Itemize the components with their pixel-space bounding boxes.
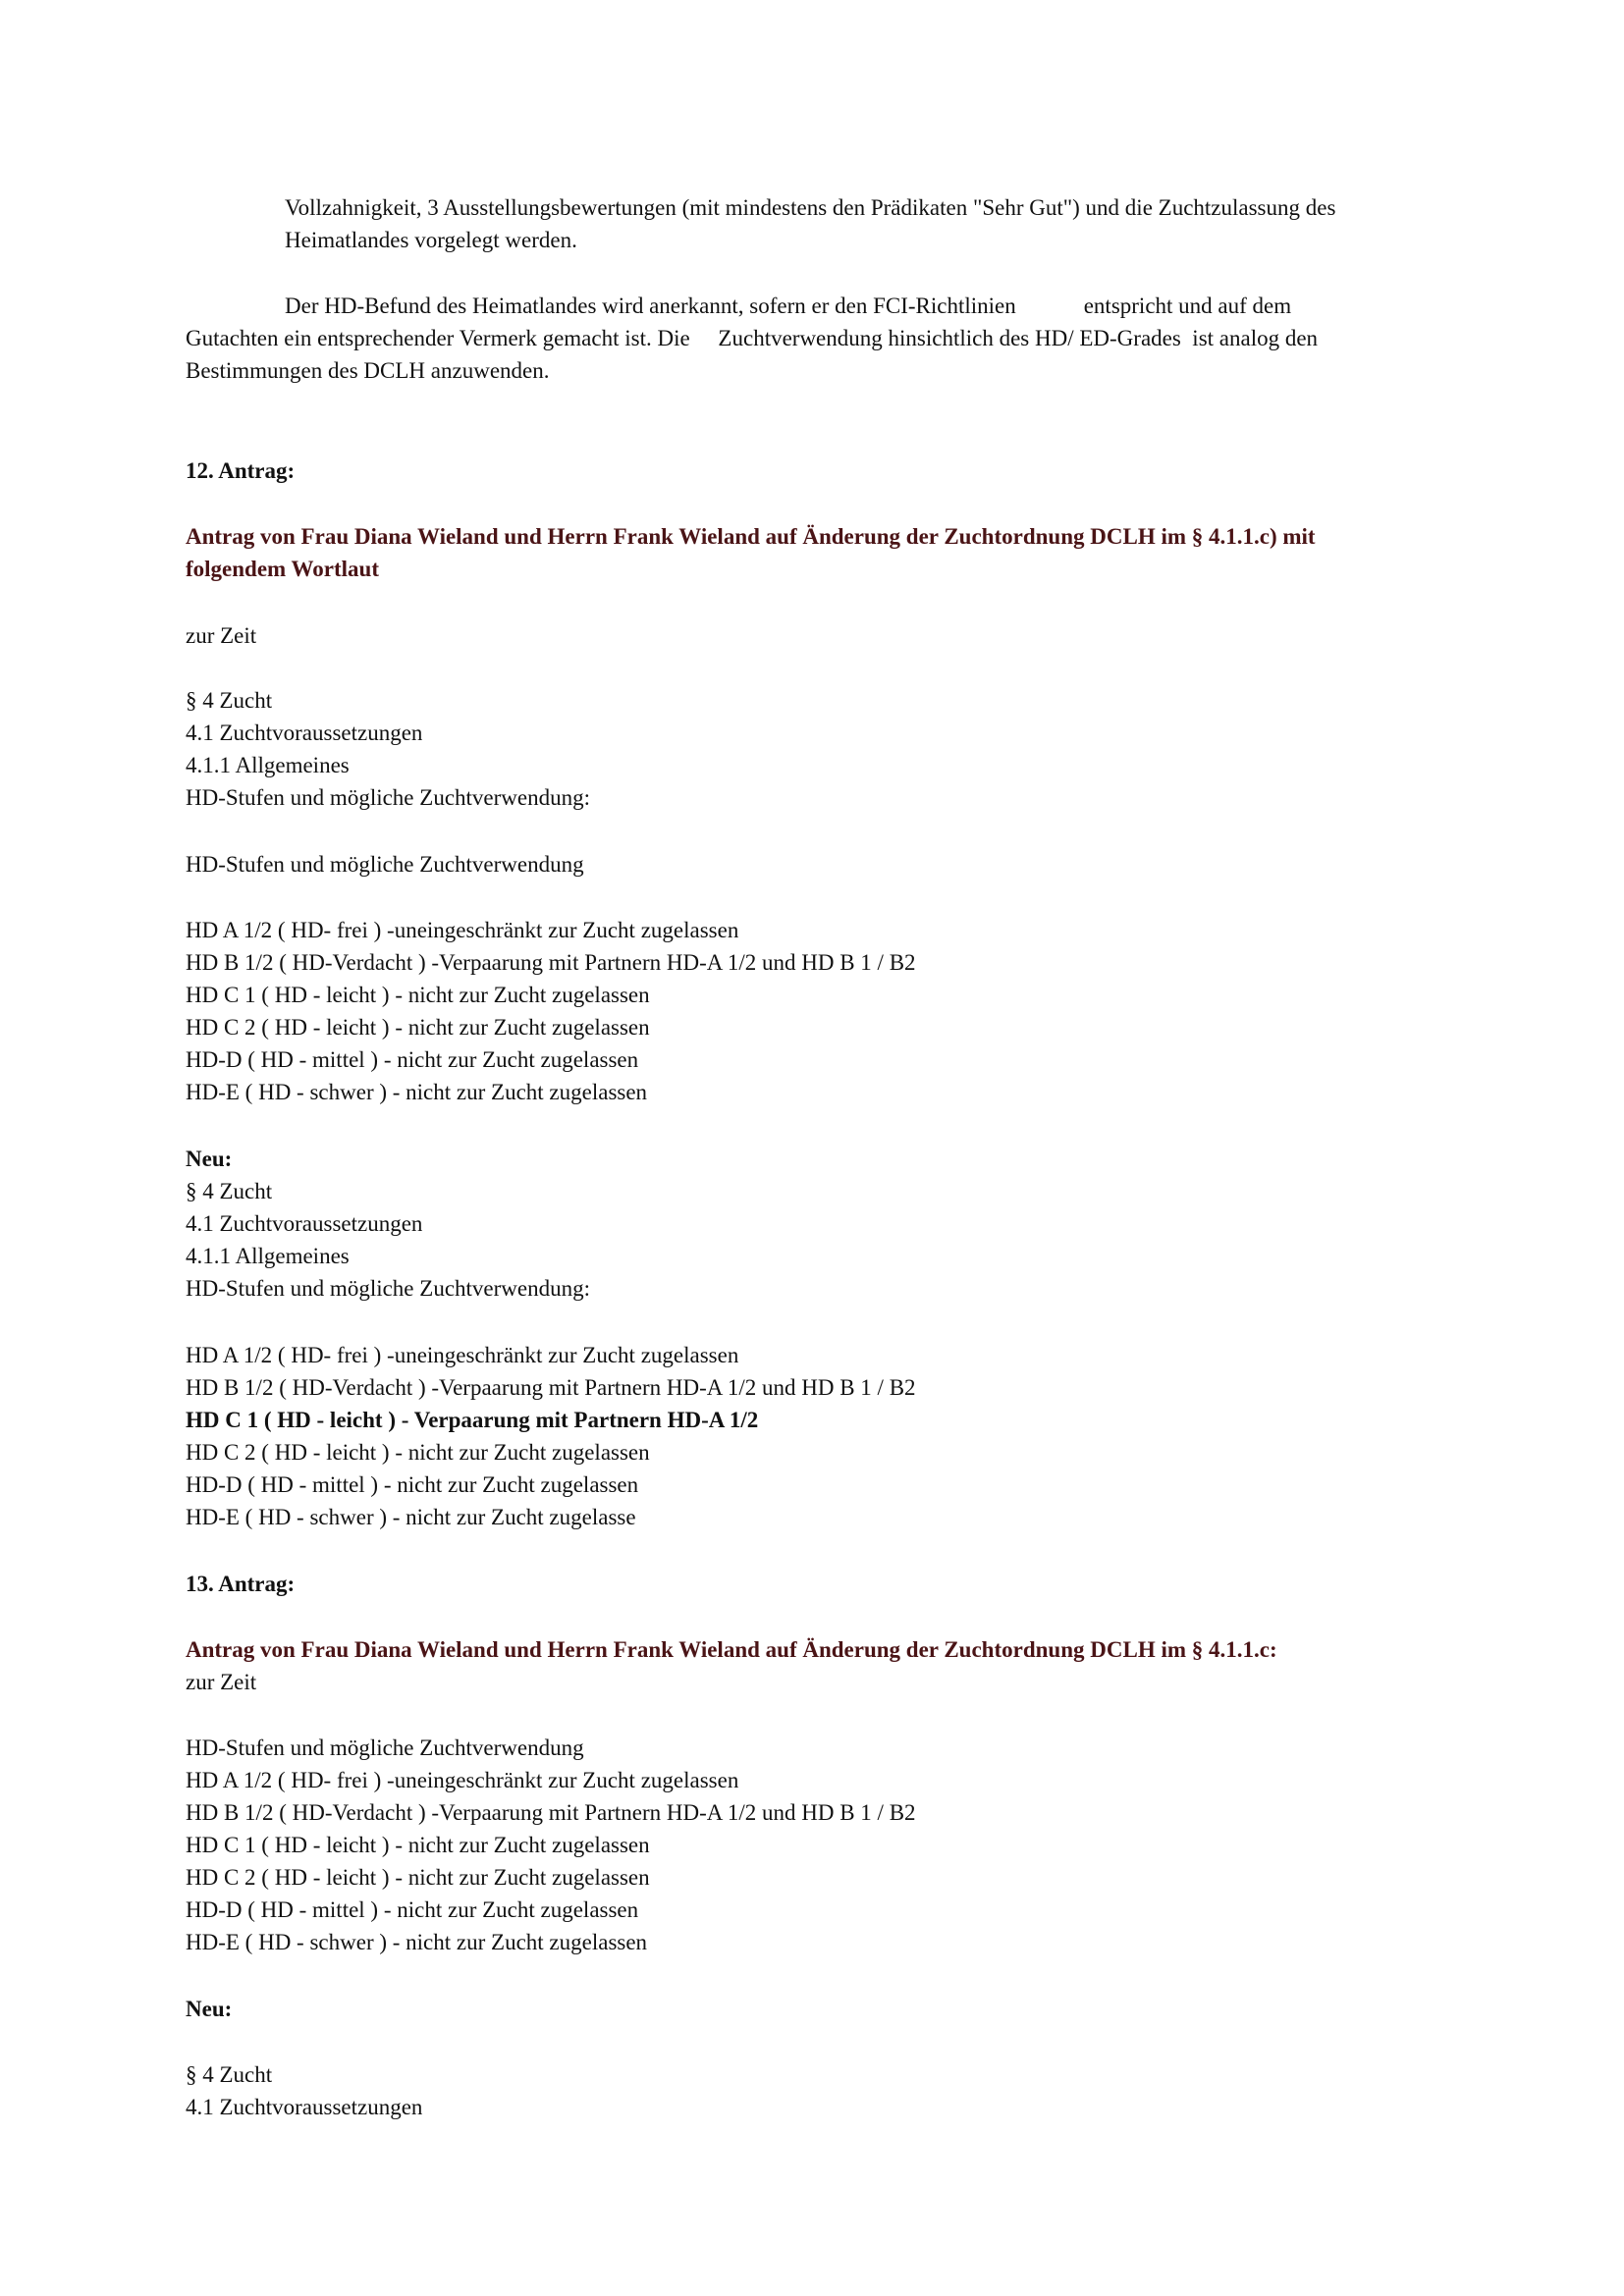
antrag-12-current-line: § 4 Zucht bbox=[186, 688, 273, 713]
antrag-12-zur-zeit: zur Zeit bbox=[186, 623, 257, 648]
antrag-13-current-list-item: HD-E ( HD - schwer ) - nicht zur Zucht zugelassen bbox=[186, 1930, 648, 1954]
antrag-12-new-list-item-changed: HD C 1 ( HD - leicht ) - Verpaarung mit Partnern HD-A 1/2 bbox=[186, 1408, 759, 1432]
antrag-12-new-line: 4.1 Zuchtvoraussetzungen bbox=[186, 1211, 423, 1236]
intro-line-2: Heimatlandes vorgelegt werden. bbox=[285, 228, 577, 252]
antrag-13-title-line-1: Antrag von Frau Diana Wieland und Herrn Frank Wieland auf Änderung der Zuchtordnung DCLH im § 4.1.1.c: bbox=[186, 1637, 1277, 1662]
antrag-12-current-line: 4.1 Zuchtvoraussetzungen bbox=[186, 721, 423, 745]
antrag-12-new-list-item: HD-D ( HD - mittel ) - nicht zur Zucht zugelassen bbox=[186, 1472, 639, 1497]
antrag-13-new-label: Neu: bbox=[186, 1997, 233, 2021]
antrag-12-title-line-1: Antrag von Frau Diana Wieland und Herrn Frank Wieland auf Änderung der Zuchtordnung DCLH im § 4.1.1.c) mit bbox=[186, 524, 1316, 549]
antrag-12-current-list-item: HD C 1 ( HD - leicht ) - nicht zur Zucht zugelassen bbox=[186, 983, 650, 1007]
intro-line-3: Der HD-Befund des Heimatlandes wird anerkannt, sofern er den FCI-Richtlinien entspricht und auf dem bbox=[285, 294, 1292, 318]
antrag-12-current-list-item: HD-D ( HD - mittel ) - nicht zur Zucht zugelassen bbox=[186, 1047, 639, 1072]
antrag-13-new-line: § 4 Zucht bbox=[186, 2062, 273, 2087]
antrag-12-new-line: 4.1.1 Allgemeines bbox=[186, 1244, 350, 1268]
intro-line-4: Gutachten ein entsprechender Vermerk gemacht ist. Die Zuchtverwendung hinsichtlich des HD/ ED-Grades ist analog den bbox=[186, 326, 1319, 350]
antrag-12-new-label: Neu: bbox=[186, 1147, 233, 1171]
antrag-13-zur-zeit: zur Zeit bbox=[186, 1670, 257, 1694]
antrag-13-current-subheading: HD-Stufen und mögliche Zuchtverwendung bbox=[186, 1735, 584, 1760]
antrag-12-current-list-item: HD-E ( HD - schwer ) - nicht zur Zucht zugelassen bbox=[186, 1080, 648, 1104]
antrag-12-new-list-item: HD-E ( HD - schwer ) - nicht zur Zucht zugelasse bbox=[186, 1505, 636, 1529]
antrag-13-current-list-item: HD B 1/2 ( HD-Verdacht ) -Verpaarung mit Partnern HD-A 1/2 und HD B 1 / B2 bbox=[186, 1800, 916, 1825]
antrag-12-current-list-item: HD C 2 ( HD - leicht ) - nicht zur Zucht zugelassen bbox=[186, 1015, 650, 1040]
antrag-12-new-list-item: HD A 1/2 ( HD- frei ) -uneingeschränkt zur Zucht zugelassen bbox=[186, 1343, 739, 1367]
antrag-13-new-line: 4.1 Zuchtvoraussetzungen bbox=[186, 2095, 423, 2119]
antrag-12-current-line: HD-Stufen und mögliche Zuchtverwendung: bbox=[186, 785, 590, 810]
antrag-13-heading: 13. Antrag: bbox=[186, 1572, 296, 1596]
antrag-13-current-list-item: HD C 1 ( HD - leicht ) - nicht zur Zucht zugelassen bbox=[186, 1833, 650, 1857]
antrag-13-current-list-item: HD-D ( HD - mittel ) - nicht zur Zucht zugelassen bbox=[186, 1897, 639, 1922]
antrag-13-current-list-item: HD A 1/2 ( HD- frei ) -uneingeschränkt zur Zucht zugelassen bbox=[186, 1768, 739, 1792]
antrag-12-heading: 12. Antrag: bbox=[186, 458, 296, 483]
intro-line-5: Bestimmungen des DCLH anzuwenden. bbox=[186, 358, 550, 383]
antrag-13-current-list-item: HD C 2 ( HD - leicht ) - nicht zur Zucht zugelassen bbox=[186, 1865, 650, 1890]
antrag-12-new-list-item: HD C 2 ( HD - leicht ) - nicht zur Zucht zugelassen bbox=[186, 1440, 650, 1465]
antrag-12-current-list-item: HD A 1/2 ( HD- frei ) -uneingeschränkt zur Zucht zugelassen bbox=[186, 918, 739, 942]
antrag-12-new-line: § 4 Zucht bbox=[186, 1179, 273, 1203]
antrag-12-current-list-item: HD B 1/2 ( HD-Verdacht ) -Verpaarung mit Partnern HD-A 1/2 und HD B 1 / B2 bbox=[186, 950, 916, 975]
antrag-12-current-subheading: HD-Stufen und mögliche Zuchtverwendung bbox=[186, 852, 584, 877]
antrag-12-new-line: HD-Stufen und mögliche Zuchtverwendung: bbox=[186, 1276, 590, 1301]
intro-line-1: Vollzahnigkeit, 3 Ausstellungsbewertungen (mit mindestens den Prädikaten "Sehr Gut") und die Zuchtzulassung des bbox=[285, 195, 1336, 220]
antrag-12-title-line-2: folgendem Wortlaut bbox=[186, 557, 379, 581]
antrag-12-new-list-item: HD B 1/2 ( HD-Verdacht ) -Verpaarung mit Partnern HD-A 1/2 und HD B 1 / B2 bbox=[186, 1375, 916, 1400]
antrag-12-current-line: 4.1.1 Allgemeines bbox=[186, 753, 350, 777]
